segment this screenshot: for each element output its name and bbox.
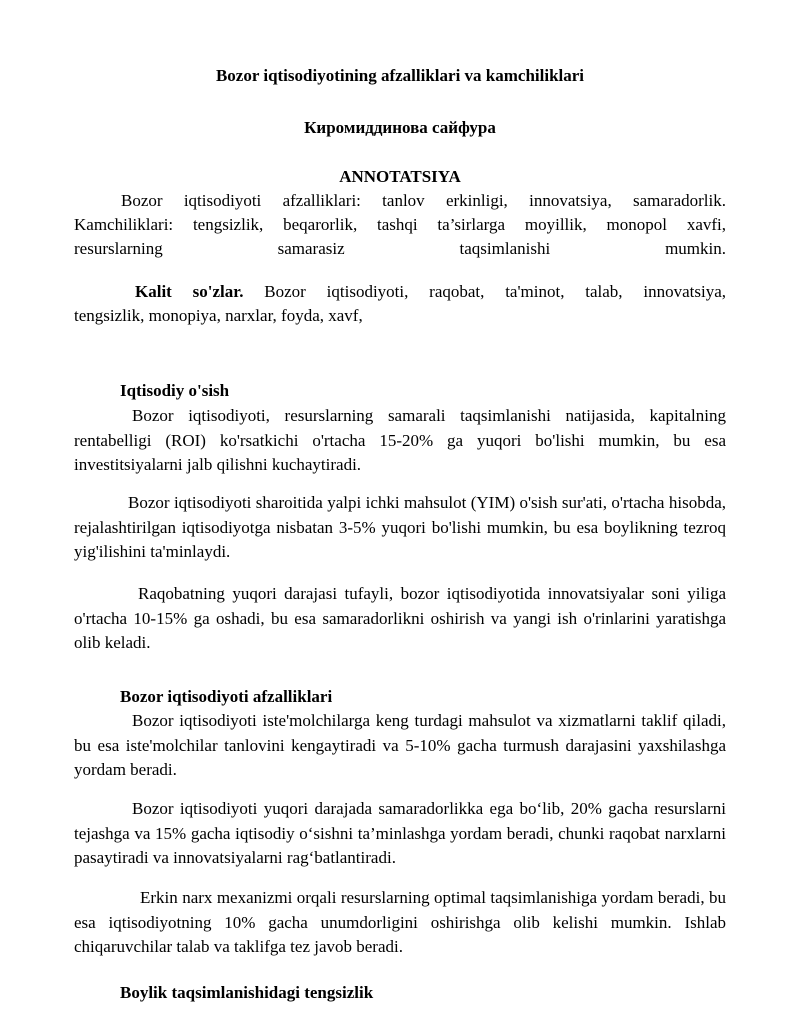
annotation-heading: ANNOTATSIYA <box>339 167 461 186</box>
keywords-text: Bozor iqtisodiyoti, raqobat, ta'minot, talab, innovatsiya, <box>264 282 726 301</box>
keywords-label: Kalit so'zlar. <box>135 282 244 301</box>
keywords-line <box>74 282 726 302</box>
paragraph: Bozor iqtisodiyoti yuqori darajada samaradorlikka ega bo‘lib, 20% gacha resurslarni tejashga va 15% gacha iqtisodiy o‘sishni ta’minlashga yordam beradi, chunki raqobat narxlarni pasaytiradi va innovatsiyalarni rag‘batlantiradi. <box>74 799 726 868</box>
keywords-line: tengsizlik, monopiya, narxlar, foyda, xavf, <box>74 306 363 325</box>
paragraph: Bozor iqtisodiyoti iste'molchilarga keng turdagi mahsulot va xizmatlarni taklif qiladi, bu esa iste'molchilar tanlovini kengaytiradi va 5-10% gacha turmush darajasini yaxshilashga yordam beradi. <box>74 711 726 780</box>
paragraph: Bozor iqtisodiyoti, resurslarning samarali taqsimlanishi natijasida, kapitalning rentabelligi (ROI) ko'rsatkichi o'rtacha 15-20% ga yuqori bo'lishi mumkin, bu esa investitsiyalarni jalb qilishni kuchaytiradi. <box>74 406 726 475</box>
section-heading: Bozor iqtisodiyoti afzalliklari <box>120 687 333 706</box>
annotation-line: Kamchiliklari: tengsizlik, beqarorlik, tashqi ta’sirlarga moyillik, monopol xavfi, <box>74 215 726 234</box>
annotation-line: resurslarning samarasiz taqsimlanishi mumkin. <box>74 239 726 258</box>
section-heading: Iqtisodiy o'sish <box>120 381 230 400</box>
paragraph: Erkin narx mexanizmi orqali resurslarning optimal taqsimlanishiga yordam beradi, bu esa iqtisodiyotning 10% gacha unumdorligini oshirishga olib kelishi mumkin. Ishlab chiqaruvchilar talab va taklifga tez javob beradi. <box>74 888 726 957</box>
paragraph: Bozor iqtisodiyoti sharoitida yalpi ichki mahsulot (YIM) o'sish sur'ati, o'rtacha hisobda, rejalashtirilgan iqtisodiyotga nisbatan 3-5% yuqori bo'lishi mumkin, bu esa boylikning tezroq yig'ilishini ta'minlaydi. <box>74 493 726 562</box>
annotation-line: Bozor iqtisodiyoti afzalliklari: tanlov erkinligi, innovatsiya, samaradorlik. <box>121 191 726 210</box>
section-heading: Boylik taqsimlanishidagi tengsizlik <box>120 983 374 1002</box>
paragraph: Raqobatning yuqori darajasi tufayli, bozor iqtisodiyotida innovatsiyalar soni yiliga o'rtacha 10-15% ga oshadi, bu esa samaradorlikni oshirish va yangi ish o'rinlarini yaratishga olib keladi. <box>74 584 726 653</box>
document-title: Bozor iqtisodiyotining afzalliklari va kamchiliklari <box>215 66 585 85</box>
author-name: Киромиддинова сайфура <box>304 118 496 137</box>
